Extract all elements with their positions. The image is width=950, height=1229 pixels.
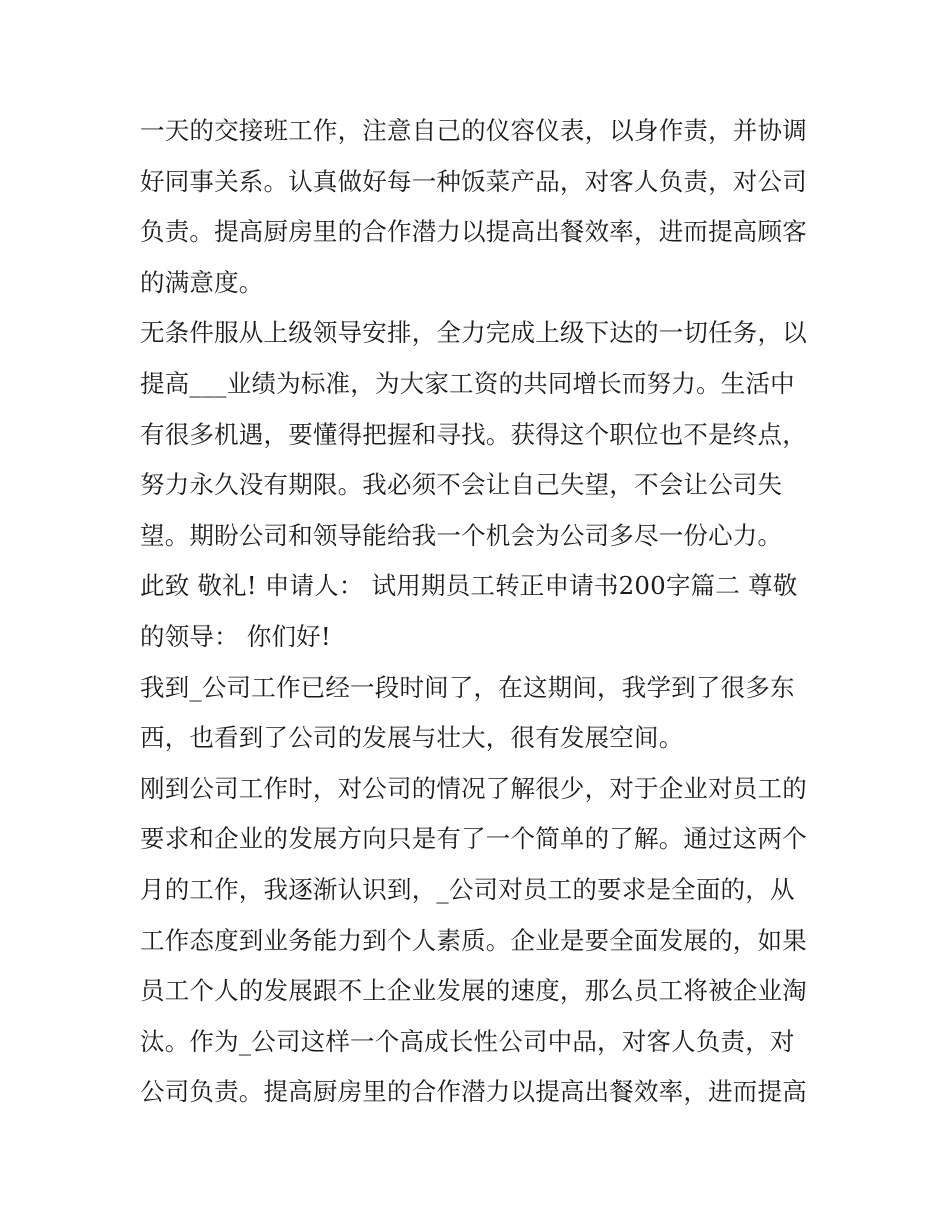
text-line: 的领导： 你们好! xyxy=(140,621,331,651)
text-line: 好同事关系。认真做好每一种饭菜产品，对客人负责，对公司 xyxy=(140,166,807,196)
text-line: 望。期盼公司和领导能给我一个机会为公司多尽一份心力。 xyxy=(140,520,783,550)
text-line: 刚到公司工作时，对公司的情况了解很少，对于企业对员工的 xyxy=(140,773,807,803)
document-body xyxy=(140,106,820,1118)
text-line: 的满意度。 xyxy=(140,267,264,297)
text-line: 工作态度到业务能力到个人素质。企业是要全面发展的，如果 xyxy=(140,925,807,955)
text-line: 无条件服从上级领导安排，全力完成上级下达的一切任务，以 xyxy=(140,318,807,348)
text-line: 一天的交接班工作，注意自己的仪容仪表，以身作责，并协调 xyxy=(140,116,807,145)
text-line: 有很多机遇，要懂得把握和寻找。获得这个职位也不是终点， xyxy=(140,419,807,449)
paragraph-3 xyxy=(140,561,820,662)
text-line: 此致 敬礼! 申请人： 试用期员工转正申请书200字篇二 尊敬 xyxy=(140,571,798,601)
text-line: 要求和企业的发展方向只是有了一个简单的了解。通过这两个 xyxy=(140,824,807,854)
paragraph-5 xyxy=(140,764,820,1118)
text-line: 月的工作，我逐渐认识到，_公司对员工的要求是全面的，从 xyxy=(140,874,795,904)
text-line: 我到_公司工作已经一段时间了，在这期间，我学到了很多东 xyxy=(140,672,795,702)
text-line: 员工个人的发展跟不上企业发展的速度，那么员工将被企业淘 xyxy=(140,976,807,1006)
text-line: 公司负责。提高厨房里的合作潜力以提高出餐效率，进而提高 xyxy=(140,1077,807,1107)
paragraph-2 xyxy=(140,308,820,561)
paragraph-1 xyxy=(140,106,820,308)
text-line: 提高___业绩为标准，为大家工资的共同增长而努力。生活中 xyxy=(140,368,795,398)
text-line: 努力永久没有期限。我必须不会让自己失望，不会让公司失 xyxy=(140,470,783,500)
paragraph-4 xyxy=(140,663,820,764)
text-line: 西，也看到了公司的发展与壮大，很有发展空间。 xyxy=(140,723,684,753)
text-line: 汰。作为_公司这样一个高成长性公司中品，对客人负责，对 xyxy=(140,1026,795,1056)
text-line: 负责。提高厨房里的合作潜力以提高出餐效率，进而提高顾客 xyxy=(140,217,807,247)
